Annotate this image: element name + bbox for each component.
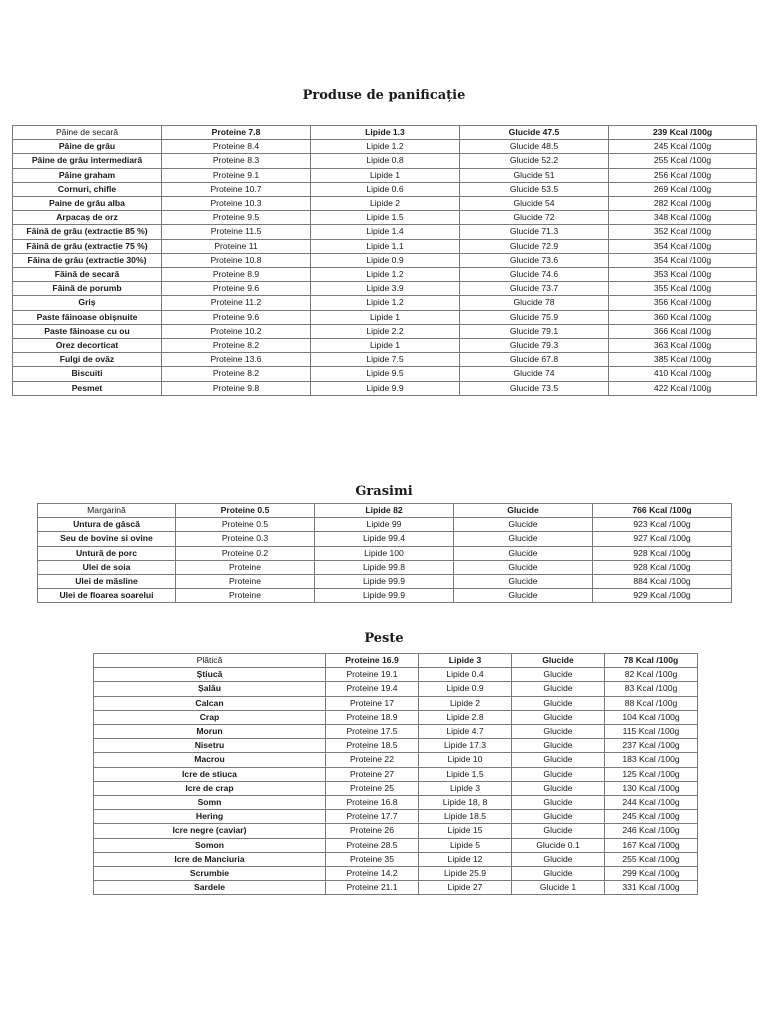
calories-cell: 366 Kcal /100g (609, 324, 757, 338)
table-row (13, 197, 757, 211)
protein-cell: Proteine 10.2 (162, 324, 311, 338)
food-name-cell: Somn (94, 796, 326, 810)
carb-cell: Glucide 72 (460, 211, 609, 225)
lipid-cell: Lipide 0.8 (311, 154, 460, 168)
food-name-cell: Sardele (94, 881, 326, 895)
protein-cell: Proteine 18.5 (326, 739, 419, 753)
calories-cell: 363 Kcal /100g (609, 339, 757, 353)
protein-cell: Proteine 9.6 (162, 282, 311, 296)
protein-cell: Proteine 9.5 (162, 211, 311, 225)
food-name-cell: Griș (13, 296, 162, 310)
calories-cell: 282 Kcal /100g (609, 197, 757, 211)
protein-cell: Proteine 10.3 (162, 197, 311, 211)
carb-cell: Glucide (454, 575, 593, 589)
food-name-cell: Scrumbie (94, 867, 326, 881)
calories-cell: 923 Kcal /100g (593, 518, 732, 532)
table-row (94, 852, 698, 866)
protein-cell: Proteine 8.9 (162, 268, 311, 282)
table-row (94, 753, 698, 767)
food-name-cell: Știucă (94, 668, 326, 682)
lipid-cell: Lipide 2.8 (419, 710, 512, 724)
protein-cell: Proteine 16.9 (326, 654, 419, 668)
carb-cell: Glucide 74.6 (460, 268, 609, 282)
protein-cell: Proteine 22 (326, 753, 419, 767)
lipid-cell: Lipide 1 (311, 339, 460, 353)
calories-cell: 255 Kcal /100g (605, 852, 698, 866)
lipid-cell: Lipide 82 (315, 504, 454, 518)
table-row (94, 682, 698, 696)
food-name-cell: Orez decorticat (13, 339, 162, 353)
food-name-cell: Icre de crap (94, 781, 326, 795)
carb-cell: Glucide (512, 696, 605, 710)
calories-cell: 422 Kcal /100g (609, 381, 757, 395)
carb-cell: Glucide 71.3 (460, 225, 609, 239)
protein-cell: Proteine 14.2 (326, 867, 419, 881)
protein-cell: Proteine 9.8 (162, 381, 311, 395)
protein-cell: Proteine 0.5 (176, 518, 315, 532)
lipid-cell: Lipide 99.9 (315, 589, 454, 603)
food-name-cell: Icre de Manciuria (94, 852, 326, 866)
protein-cell: Proteine 19.4 (326, 682, 419, 696)
food-name-cell: Paste făinoase obișnuite (13, 310, 162, 324)
lipid-cell: Lipide 1.3 (311, 126, 460, 140)
calories-cell: 884 Kcal /100g (593, 575, 732, 589)
calories-cell: 104 Kcal /100g (605, 710, 698, 724)
carb-cell: Glucide (512, 725, 605, 739)
food-name-cell: Făină de grâu (extractie 85 %) (13, 225, 162, 239)
protein-cell: Proteine 18.9 (326, 710, 419, 724)
calories-cell: 355 Kcal /100g (609, 282, 757, 296)
food-name-cell: Pesmet (13, 381, 162, 395)
carb-cell: Glucide 72.9 (460, 239, 609, 253)
protein-cell: Proteine 7.8 (162, 126, 311, 140)
lipid-cell: Lipide 4.7 (419, 725, 512, 739)
section-title-grasimi: Grasimi (355, 484, 413, 499)
food-name-cell: Calcan (94, 696, 326, 710)
table-row (13, 168, 757, 182)
carb-cell: Glucide (512, 767, 605, 781)
protein-cell: Proteine (176, 589, 315, 603)
lipid-cell: Lipide 1.2 (311, 268, 460, 282)
carb-cell: Glucide 73.6 (460, 253, 609, 267)
calories-cell: 352 Kcal /100g (609, 225, 757, 239)
calories-cell: 766 Kcal /100g (593, 504, 732, 518)
protein-cell: Proteine 0.2 (176, 546, 315, 560)
table-row (13, 324, 757, 338)
carb-cell: Glucide (512, 668, 605, 682)
carb-cell: Glucide 51 (460, 168, 609, 182)
food-name-cell: Făină de grâu (extractie 75 %) (13, 239, 162, 253)
carb-cell: Glucide (512, 739, 605, 753)
lipid-cell: Lipide 0.6 (311, 182, 460, 196)
protein-cell: Proteine 13.6 (162, 353, 311, 367)
lipid-cell: Lipide 5 (419, 838, 512, 852)
carb-cell: Glucide (512, 781, 605, 795)
carb-cell: Glucide 73.7 (460, 282, 609, 296)
protein-cell: Proteine 21.1 (326, 881, 419, 895)
protein-cell: Proteine 17 (326, 696, 419, 710)
carb-cell: Glucide (454, 560, 593, 574)
food-name-cell: Icre de stiuca (94, 767, 326, 781)
table-row (94, 881, 698, 895)
calories-cell: 245 Kcal /100g (609, 140, 757, 154)
table-row (94, 654, 698, 668)
protein-cell: Proteine 35 (326, 852, 419, 866)
lipid-cell: Lipide 100 (315, 546, 454, 560)
food-name-cell: Ulei de măsline (38, 575, 176, 589)
carb-cell: Glucide (454, 504, 593, 518)
table-row (13, 367, 757, 381)
lipid-cell: Lipide 7.5 (311, 353, 460, 367)
table-row (94, 767, 698, 781)
protein-cell: Proteine (176, 560, 315, 574)
food-name-cell: Arpacaș de orz (13, 211, 162, 225)
food-name-cell: Pâine graham (13, 168, 162, 182)
protein-cell: Proteine 26 (326, 824, 419, 838)
lipid-cell: Lipide 10 (419, 753, 512, 767)
table-panificatie (12, 125, 757, 396)
carb-cell: Glucide (454, 589, 593, 603)
calories-cell: 385 Kcal /100g (609, 353, 757, 367)
carb-cell: Glucide 53.5 (460, 182, 609, 196)
carb-cell: Glucide 73.5 (460, 381, 609, 395)
table-row (38, 546, 732, 560)
table-row (13, 339, 757, 353)
table-row (94, 781, 698, 795)
carb-cell: Glucide (454, 532, 593, 546)
protein-cell: Proteine 17.7 (326, 810, 419, 824)
food-name-cell: Fulgi de ovăz (13, 353, 162, 367)
protein-cell: Proteine 8.4 (162, 140, 311, 154)
calories-cell: 88 Kcal /100g (605, 696, 698, 710)
food-name-cell: Pâine de secară (13, 126, 162, 140)
protein-cell: Proteine 10.8 (162, 253, 311, 267)
carb-cell: Glucide 48.5 (460, 140, 609, 154)
food-name-cell: Făină de secară (13, 268, 162, 282)
food-name-cell: Paste făinoase cu ou (13, 324, 162, 338)
protein-cell: Proteine 8.2 (162, 339, 311, 353)
table-row (94, 824, 698, 838)
table-row (13, 381, 757, 395)
lipid-cell: Lipide 1.5 (419, 767, 512, 781)
carb-cell: Glucide (512, 852, 605, 866)
protein-cell: Proteine 28.5 (326, 838, 419, 852)
lipid-cell: Lipide 0.4 (419, 668, 512, 682)
lipid-cell: Lipide 2.2 (311, 324, 460, 338)
lipid-cell: Lipide 3.9 (311, 282, 460, 296)
carb-cell: Glucide 67.8 (460, 353, 609, 367)
lipid-cell: Lipide 18, 8 (419, 796, 512, 810)
food-name-cell: Macrou (94, 753, 326, 767)
lipid-cell: Lipide 99.8 (315, 560, 454, 574)
food-name-cell: Morun (94, 725, 326, 739)
calories-cell: 928 Kcal /100g (593, 546, 732, 560)
table-row (13, 353, 757, 367)
calories-cell: 256 Kcal /100g (609, 168, 757, 182)
protein-cell: Proteine 16.8 (326, 796, 419, 810)
calories-cell: 246 Kcal /100g (605, 824, 698, 838)
calories-cell: 78 Kcal /100g (605, 654, 698, 668)
protein-cell: Proteine 17.5 (326, 725, 419, 739)
protein-cell: Proteine 11.2 (162, 296, 311, 310)
lipid-cell: Lipide 99.9 (315, 575, 454, 589)
food-name-cell: Pâine de grâu (13, 140, 162, 154)
protein-cell: Proteine 11.5 (162, 225, 311, 239)
lipid-cell: Lipide 99.4 (315, 532, 454, 546)
table-row (38, 518, 732, 532)
lipid-cell: Lipide 2 (419, 696, 512, 710)
food-name-cell: Șalău (94, 682, 326, 696)
table-row (94, 696, 698, 710)
carb-cell: Glucide 1 (512, 881, 605, 895)
food-name-cell: Făină de porumb (13, 282, 162, 296)
carb-cell: Glucide 0.1 (512, 838, 605, 852)
table-row (94, 739, 698, 753)
section-title-peste: Peste (364, 631, 404, 646)
section-title-panificatie: Produse de panificație (302, 88, 466, 103)
table-row (13, 225, 757, 239)
lipid-cell: Lipide 25.9 (419, 867, 512, 881)
lipid-cell: Lipide 0.9 (311, 253, 460, 267)
calories-cell: 348 Kcal /100g (609, 211, 757, 225)
table-peste (93, 653, 698, 895)
lipid-cell: Lipide 1 (311, 310, 460, 324)
food-name-cell: Paine de grâu alba (13, 197, 162, 211)
table-row (13, 239, 757, 253)
carb-cell: Glucide (454, 518, 593, 532)
protein-cell: Proteine 11 (162, 239, 311, 253)
carb-cell: Glucide (512, 753, 605, 767)
food-name-cell: Pâine de grâu intermediară (13, 154, 162, 168)
carb-cell: Glucide 78 (460, 296, 609, 310)
table-row (13, 140, 757, 154)
table-row (38, 589, 732, 603)
lipid-cell: Lipide 17.3 (419, 739, 512, 753)
lipid-cell: Lipide 1.2 (311, 140, 460, 154)
calories-cell: 356 Kcal /100g (609, 296, 757, 310)
food-name-cell: Ulei de soia (38, 560, 176, 574)
lipid-cell: Lipide 1.2 (311, 296, 460, 310)
calories-cell: 353 Kcal /100g (609, 268, 757, 282)
protein-cell: Proteine 0.5 (176, 504, 315, 518)
table-row (94, 838, 698, 852)
table-row (94, 867, 698, 881)
lipid-cell: Lipide 3 (419, 654, 512, 668)
calories-cell: 929 Kcal /100g (593, 589, 732, 603)
calories-cell: 130 Kcal /100g (605, 781, 698, 795)
carb-cell: Glucide (512, 867, 605, 881)
table-row (94, 810, 698, 824)
protein-cell: Proteine 9.6 (162, 310, 311, 324)
protein-cell: Proteine 27 (326, 767, 419, 781)
carb-cell: Glucide (454, 546, 593, 560)
calories-cell: 360 Kcal /100g (609, 310, 757, 324)
food-name-cell: Somon (94, 838, 326, 852)
table-row (13, 126, 757, 140)
lipid-cell: Lipide 15 (419, 824, 512, 838)
food-name-cell: Făina de grâu (extractie 30%) (13, 253, 162, 267)
carb-cell: Glucide (512, 810, 605, 824)
carb-cell: Glucide 54 (460, 197, 609, 211)
calories-cell: 354 Kcal /100g (609, 239, 757, 253)
table-row (13, 296, 757, 310)
lipid-cell: Lipide 18.5 (419, 810, 512, 824)
calories-cell: 239 Kcal /100g (609, 126, 757, 140)
carb-cell: Glucide (512, 682, 605, 696)
lipid-cell: Lipide 3 (419, 781, 512, 795)
lipid-cell: Lipide 0.9 (419, 682, 512, 696)
food-name-cell: Margarină (38, 504, 176, 518)
food-name-cell: Nisetru (94, 739, 326, 753)
table-row (94, 710, 698, 724)
food-name-cell: Untura de gâscă (38, 518, 176, 532)
lipid-cell: Lipide 27 (419, 881, 512, 895)
protein-cell: Proteine 19.1 (326, 668, 419, 682)
calories-cell: 82 Kcal /100g (605, 668, 698, 682)
food-name-cell: Plătică (94, 654, 326, 668)
food-name-cell: Crap (94, 710, 326, 724)
carb-cell: Glucide 47.5 (460, 126, 609, 140)
protein-cell: Proteine 25 (326, 781, 419, 795)
table-row (13, 211, 757, 225)
calories-cell: 83 Kcal /100g (605, 682, 698, 696)
lipid-cell: Lipide 2 (311, 197, 460, 211)
carb-cell: Glucide 79.3 (460, 339, 609, 353)
food-name-cell: Cornuri, chifle (13, 182, 162, 196)
calories-cell: 245 Kcal /100g (605, 810, 698, 824)
lipid-cell: Lipide 1.4 (311, 225, 460, 239)
calories-cell: 255 Kcal /100g (609, 154, 757, 168)
carb-cell: Glucide (512, 710, 605, 724)
protein-cell: Proteine 9.1 (162, 168, 311, 182)
table-row (38, 575, 732, 589)
protein-cell: Proteine 8.3 (162, 154, 311, 168)
table-grasimi (37, 503, 732, 603)
table-row (13, 310, 757, 324)
carb-cell: Glucide 52.2 (460, 154, 609, 168)
carb-cell: Glucide 75.9 (460, 310, 609, 324)
calories-cell: 167 Kcal /100g (605, 838, 698, 852)
lipid-cell: Lipide 1 (311, 168, 460, 182)
table-row (94, 725, 698, 739)
calories-cell: 354 Kcal /100g (609, 253, 757, 267)
calories-cell: 125 Kcal /100g (605, 767, 698, 781)
table-row (38, 560, 732, 574)
carb-cell: Glucide (512, 654, 605, 668)
calories-cell: 244 Kcal /100g (605, 796, 698, 810)
lipid-cell: Lipide 12 (419, 852, 512, 866)
food-name-cell: Untură de porc (38, 546, 176, 560)
food-name-cell: Ulei de floarea soarelui (38, 589, 176, 603)
calories-cell: 237 Kcal /100g (605, 739, 698, 753)
food-name-cell: Hering (94, 810, 326, 824)
carb-cell: Glucide (512, 824, 605, 838)
lipid-cell: Lipide 1.1 (311, 239, 460, 253)
calories-cell: 299 Kcal /100g (605, 867, 698, 881)
lipid-cell: Lipide 9.5 (311, 367, 460, 381)
table-row (38, 532, 732, 546)
lipid-cell: Lipide 9.9 (311, 381, 460, 395)
protein-cell: Proteine (176, 575, 315, 589)
calories-cell: 269 Kcal /100g (609, 182, 757, 196)
food-name-cell: Biscuiti (13, 367, 162, 381)
table-row (13, 253, 757, 267)
table-row (94, 796, 698, 810)
protein-cell: Proteine 0.3 (176, 532, 315, 546)
lipid-cell: Lipide 99 (315, 518, 454, 532)
carb-cell: Glucide (512, 796, 605, 810)
calories-cell: 928 Kcal /100g (593, 560, 732, 574)
protein-cell: Proteine 8.2 (162, 367, 311, 381)
table-row (13, 268, 757, 282)
calories-cell: 331 Kcal /100g (605, 881, 698, 895)
calories-cell: 927 Kcal /100g (593, 532, 732, 546)
carb-cell: Glucide 79.1 (460, 324, 609, 338)
protein-cell: Proteine 10.7 (162, 182, 311, 196)
carb-cell: Glucide 74 (460, 367, 609, 381)
table-row (13, 154, 757, 168)
calories-cell: 410 Kcal /100g (609, 367, 757, 381)
food-name-cell: Icre negre (caviar) (94, 824, 326, 838)
table-row (94, 668, 698, 682)
calories-cell: 183 Kcal /100g (605, 753, 698, 767)
calories-cell: 115 Kcal /100g (605, 725, 698, 739)
table-row (13, 282, 757, 296)
table-row (13, 182, 757, 196)
table-row (38, 504, 732, 518)
food-name-cell: Seu de bovine si ovine (38, 532, 176, 546)
lipid-cell: Lipide 1.5 (311, 211, 460, 225)
